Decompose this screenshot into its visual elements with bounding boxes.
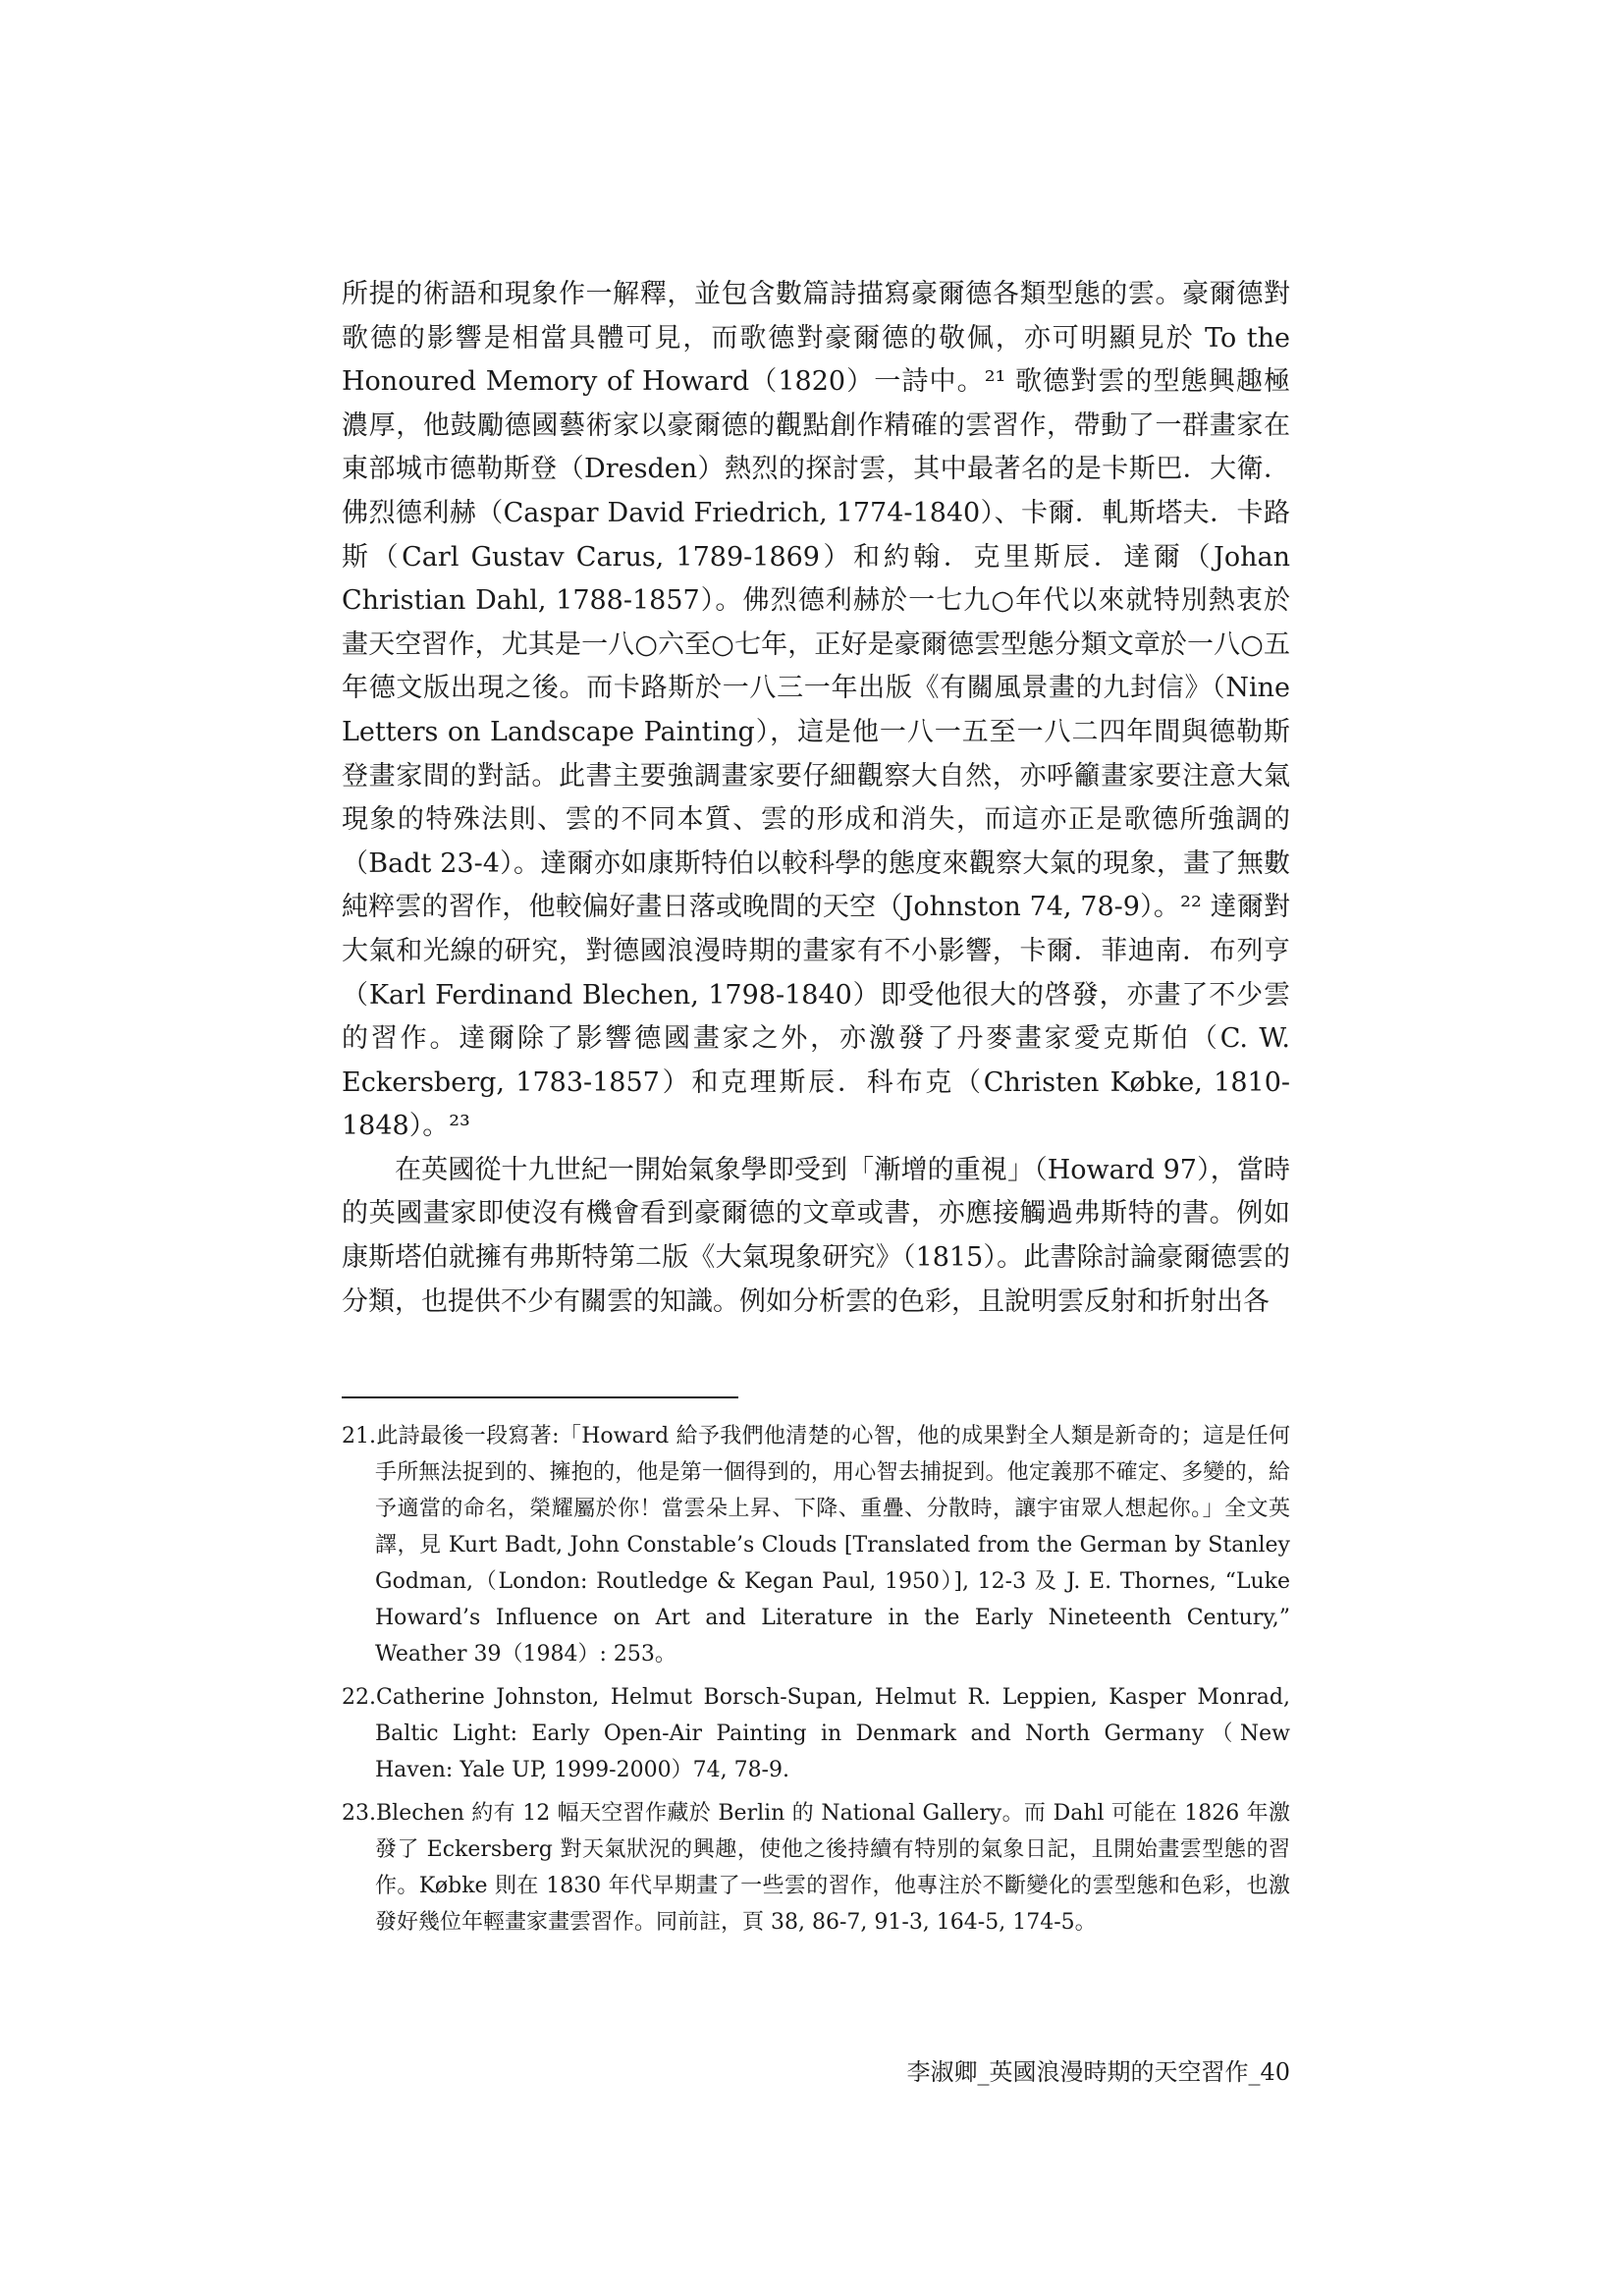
- footnotes: [342, 1418, 1290, 1947]
- footnote-21: 21.此詩最後一段寫著:「Howard 給予我們他清楚的心智，他的成果對全人類是新奇的；這是任何手所無法捉到的、擁抱的，他是第一個得到的，用心智去捕捉到。他定義那不確定、多變的，給予適當的命名，榮耀屬於你！當雲朵上昇、下降、重疊、分散時，讓宇宙眾人想起你。」全文英譯，見 Kurt Badt, John Constable’s Clouds [Translated from the German by Stanley Godman,（London: Routledge & Kegan Paul, 1950）], 12-3 及 J. E. Thornes, “Luke Howard’s Influence on Art and Literature in the Early Nineteenth Century,” Weather 39（1984）: 253。: [342, 1424, 1290, 1667]
- footnote-22: 22.Catherine Johnston, Helmut Borsch-Supan, Helmut R. Leppien, Kasper Monrad, Baltic Light: Early Open-Air Painting in Denmark and North Germany（New Haven: Yale UP, 1999-2000）74, 78-9.: [342, 1685, 1290, 1782]
- running-footer: 李淑卿_英國浪漫時期的天空習作_40: [906, 2058, 1290, 2086]
- body-paragraph-2: 在英國從十九世紀一開始氣象學即受到「漸增的重視」（Howard 97），當時的英國畫家即使沒有機會看到豪爾德的文章或書，亦應接觸過弗斯特的書。例如康斯塔伯就擁有弗斯特第二版《大氣現象研究》（1815）。此書除討論豪爾德雲的分類，也提供不少有關雲的知識。例如分析雲的色彩，且說明雲反射和折射出各: [342, 1154, 1290, 1317]
- footnote-separator-rule: [342, 1396, 738, 1398]
- body-paragraph-1: 所提的術語和現象作一解釋，並包含數篇詩描寫豪爾德各類型態的雲。豪爾德對歌德的影響是相當具體可見，而歌德對豪爾德的敬佩，亦可明顯見於 To the Honoured Memory of Howard（1820）一詩中。²¹ 歌德對雲的型態興趣極濃厚，他鼓勵德國藝術家以豪爾德的觀點創作精確的雲習作，帶動了一群畫家在東部城市德勒斯登（Dresden）熱烈的探討雲，其中最著名的是卡斯巴．大衛．佛烈德利赫（Caspar David Friedrich, 1774-1840）、卡爾．軋斯塔夫．卡路斯（Carl Gustav Carus, 1789-1869）和約翰．克里斯辰．達爾（Johan Christian Dahl, 1788-1857）。佛烈德利赫於一七九○年代以來就特別熱衷於畫天空習作，尤其是一八○六至○七年，正好是豪爾德雲型態分類文章於一八○五年德文版出現之後。而卡路斯於一八三一年出版《有關風景畫的九封信》（Nine Letters on Landscape Painting），這是他一八一五至一八二四年間與德勒斯登畫家間的對話。此書主要強調畫家要仔細觀察大自然，亦呼籲畫家要注意大氣現象的特殊法則、雲的不同本質、雲的形成和消失，而這亦正是歌德所強調的（Badt 23-4）。達爾亦如康斯特伯以較科學的態度來觀察大氣的現象，畫了無數純粹雲的習作，他較偏好畫日落或晚間的天空（Johnston 74, 78-9）。²² 達爾對大氣和光線的研究，對德國浪漫時期的畫家有不小影響，卡爾．菲迪南．布列亨（Karl Ferdinand Blechen, 1798-1840）即受他很大的啓發，亦畫了不少雲的習作。達爾除了影響德國畫家之外，亦激發了丹麥畫家愛克斯伯（C. W. Eckersberg, 1783-1857）和克理斯辰．科布克（Christen Købke, 1810-1848）。²³: [342, 279, 1290, 1142]
- footnote-23: 23.Blechen 約有 12 幅天空習作藏於 Berlin 的 National Gallery。而 Dahl 可能在 1826 年激發了 Eckersberg 對天氣狀況的興趣，使他之後持續有特別的氣象日記，且開始畫雲型態的習作。Købke 則在 1830 年代早期畫了一些雲的習作，他專注於不斷變化的雲型態和色彩，也激發好幾位年輕畫家畫雲習作。同前註，頁 38, 86-7, 91-3, 164-5, 174-5。: [342, 1801, 1290, 1935]
- body-text: [342, 273, 1290, 1324]
